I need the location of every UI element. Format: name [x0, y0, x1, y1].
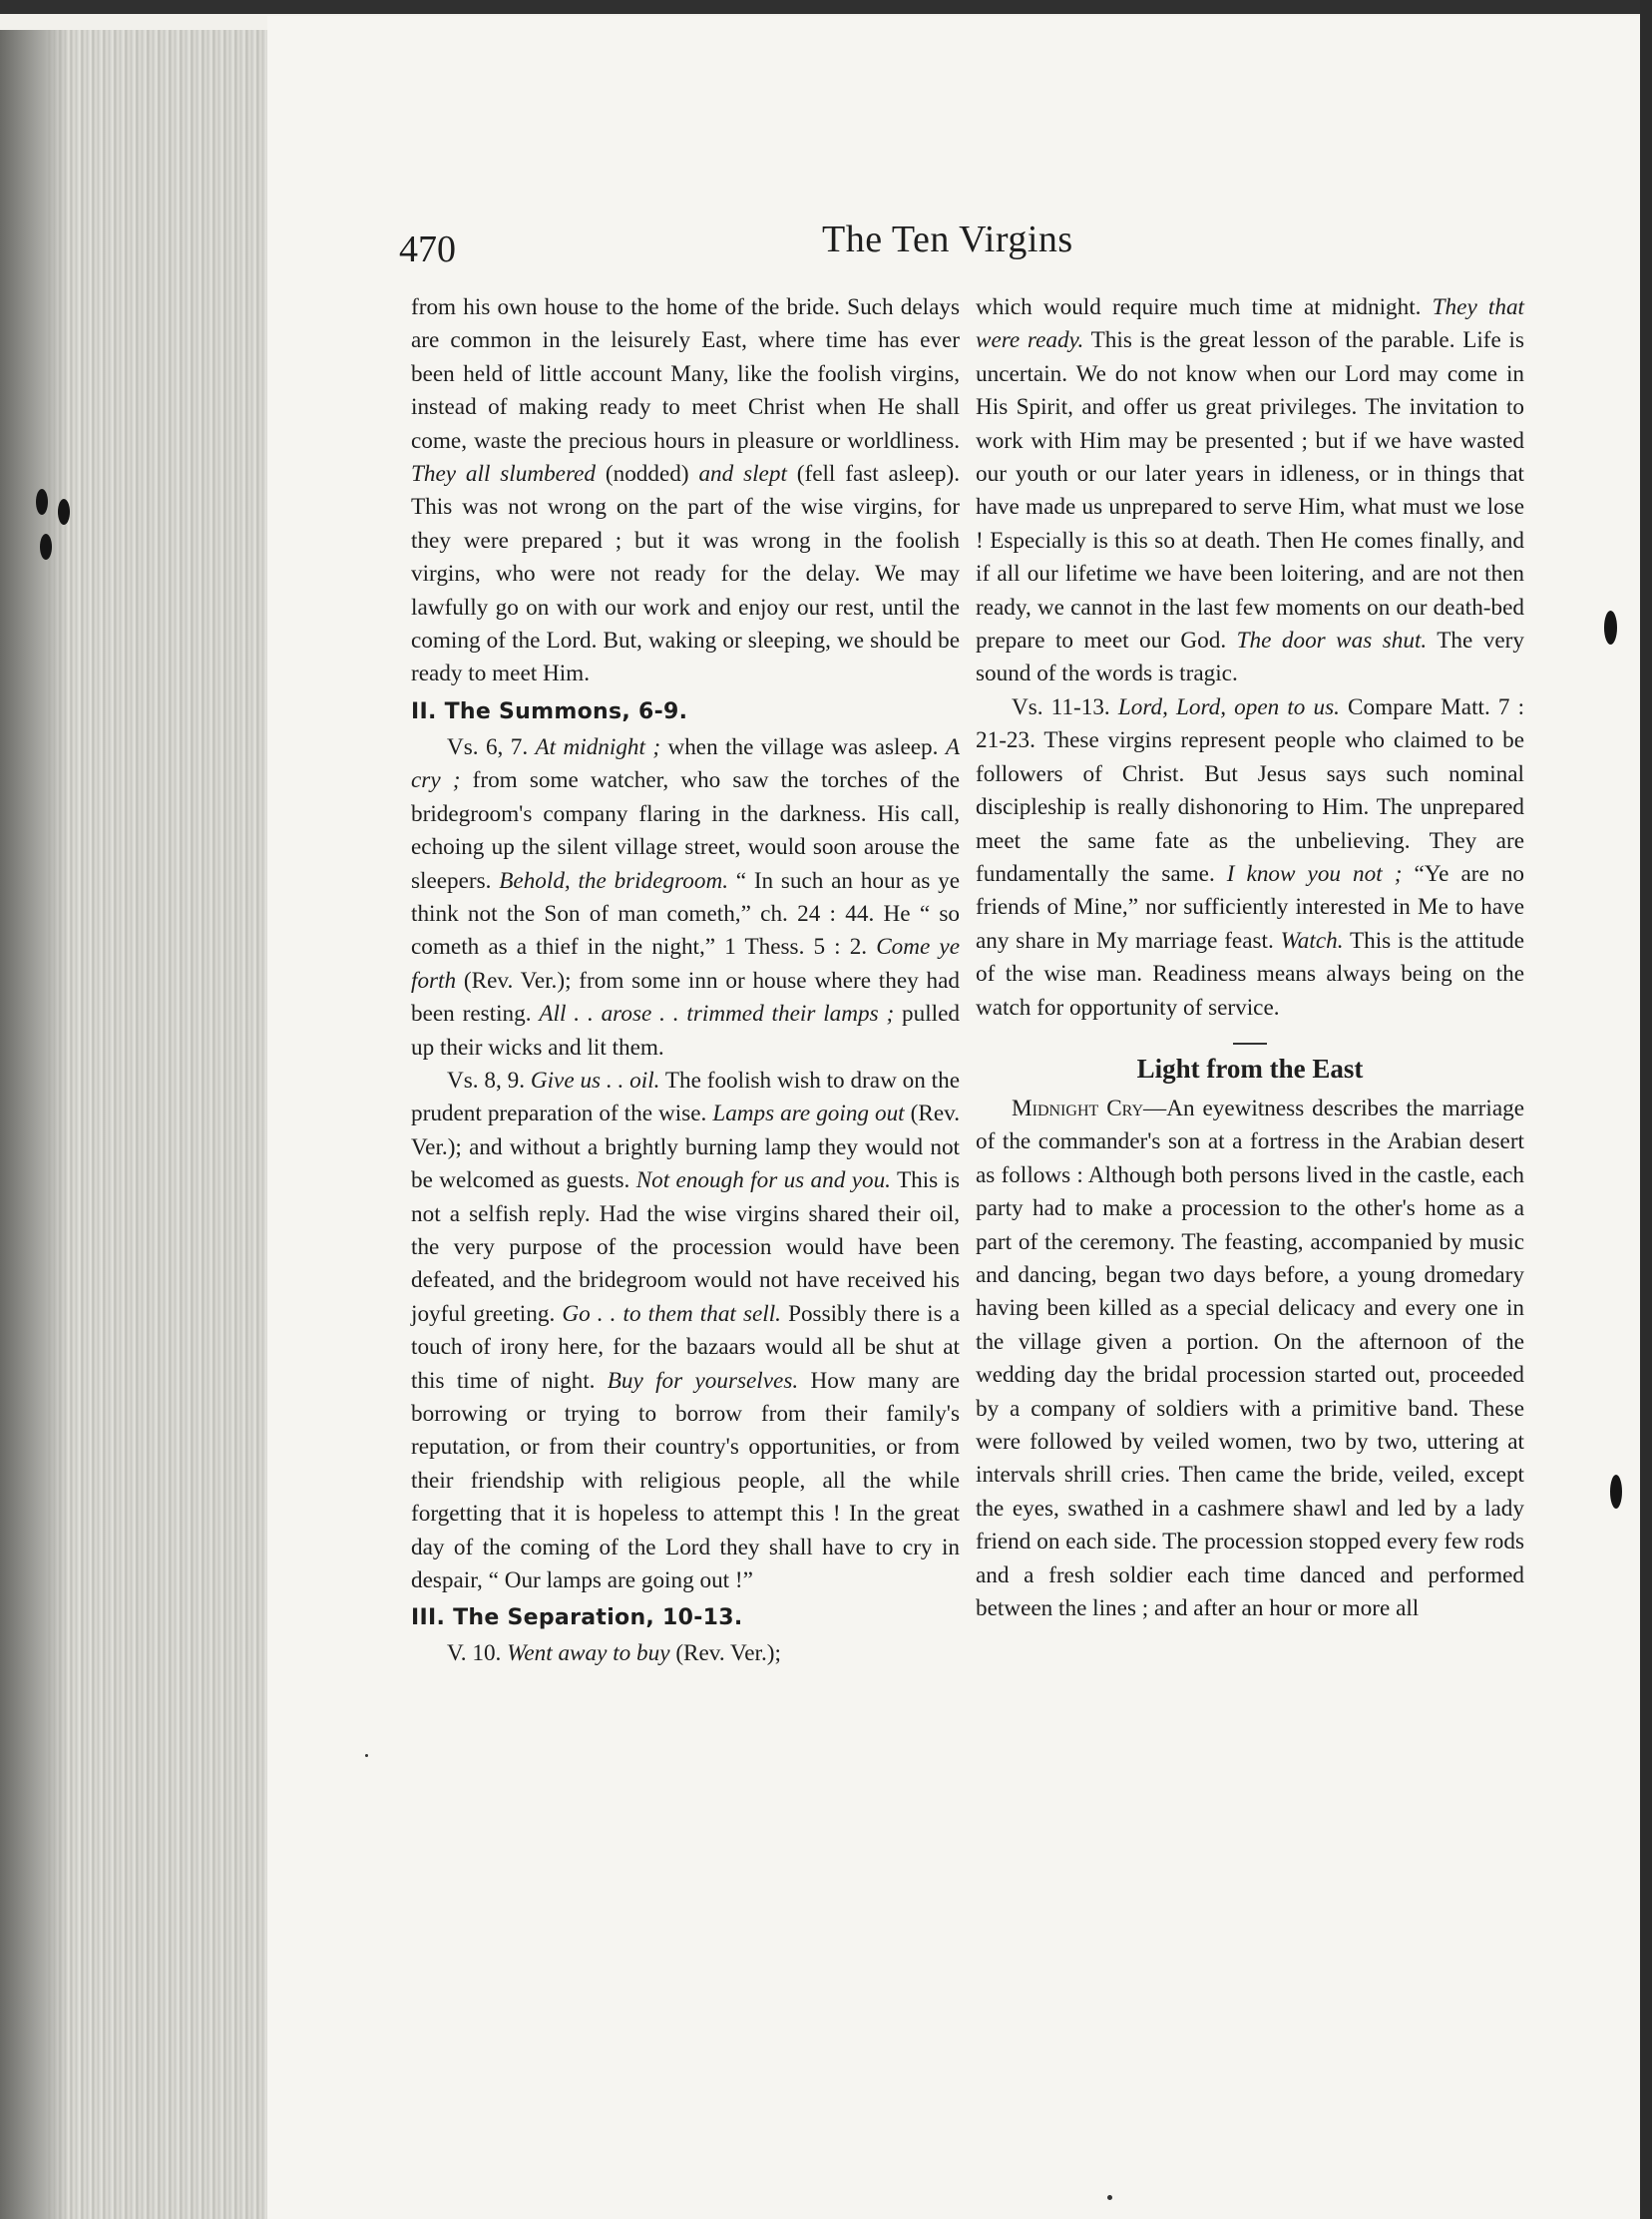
scan-right-border — [1640, 0, 1652, 2219]
section-heading-separation: III. The Separation, 10-13. — [411, 1605, 743, 1631]
binding-mark — [58, 499, 70, 525]
paragraph: Vs. 8, 9. Give us . . oil. The foolish wish to draw on the prudent preparation of the wise. Lamps are going out (Rev. Ver.); and without a brightly burning lamp they would not be welcomed as guests. Not enough for us and you. This is not a selfish reply. Had the wise virgins shared their oil, the very purpose of the procession would have been defeated, and the bridegroom would not have received his joyful greeting. Go . . to them that sell. Possibly there is a touch of irony here, for the bazaars would all be shut at this time of night. Buy for yourselves. How many are borrowing or trying to borrow from their family's reputation, or from their country's opportunities, or from their friendship with religious people, all the while forgetting that it is hopeless to attempt this ! In the great day of the coming of the Lord they shall have to cry in despair, “ Our lamps are going out !” — [411, 1067, 961, 1594]
paragraph: from his own house to the home of the bride. Such delays are common in the leisurely East, where time has ever been held of little account Many, like the foolish virgins, instead of making ready to meet Christ when He shall come, waste the precious hours in pleasure or worldliness. They all slumbered (nodded) and slept (fell fast asleep). This was not wrong on the part of the wise virgins, for they were prepared ; but it was wrong in the foolish virgins, who were not ready for the delay. We may lawfully go on with our work and enjoy our rest, until the coming of the Lord. But, waking or sleeping, we should be ready to meet Him. — [411, 294, 961, 687]
paragraph: Vs. 6, 7. At midnight ; when the village was asleep. A cry ; from some watcher, who saw the torches of the bridegroom's company flaring in the darkness. His call, echoing up the silent village street, would soon arouse the sleepers. Behold, the bridegroom. “ In such an hour as ye think not the Son of man cometh,” ch. 24 : 44. He “ so cometh as a thief in the night,” 1 Thess. 5 : 2. Come ye forth (Rev. Ver.); from some inn or house where they had been resting. All . . arose . . trimmed their lamps ; pulled up their wicks and lit them. — [411, 733, 961, 1061]
paragraph: V. 10. Went away to buy (Rev. Ver.); — [447, 1640, 781, 1667]
paragraph: Midnight Cry—An eyewitness describes the marriage of the commander's son at a fortress in the Arabian desert as follows : Although both persons lived in the castle, each party had to make a procession to the other's home as a part of the ceremony. The feasting, accompanied by music and dancing, began two days before, a young dromedary having been killed as a special delicacy and every one in the village given a portion. On the afternoon of the wedding day the bridal procession started out, proceeded by a company of soldiers with a primitive band. These were followed by veiled women, two by two, uttering at intervals shrill cries. Then came the bride, veiled, except the eyes, swathed in a cashmere shawl and led by a lady friend on each side. The procession stopped every few rods and a fresh soldier each time danced and performed between the lines ; and after an hour or more all — [976, 1095, 1524, 1622]
paragraph: which would require much time at midnight. They that were ready. This is the great lesson of the parable. Life is uncertain. We do not know when our Lord may come in His Spirit, and offer us great privileges. The invitation to work with Him may be presented ; but if we have wasted our youth or our later years in idleness, or in things that have made us unprepared to serve Him, what must we lose ! Especially is this so at death. Then He comes finally, and if all our lifetime we have been loitering, and are not then ready, we cannot in the last few moments on our death-bed prepare to meet our God. The door was shut. The very sound of the words is tragic. — [976, 294, 1524, 687]
left-column — [411, 291, 960, 1671]
running-title: The Ten Virgins — [822, 219, 1073, 260]
specks — [365, 1754, 368, 1757]
right-column — [976, 291, 1524, 1625]
page-number: 470 — [399, 228, 456, 270]
specks — [1107, 2195, 1112, 2200]
binding-mark — [36, 489, 48, 515]
scan-top-border — [0, 0, 1652, 14]
book-spine-shadow — [0, 30, 70, 2219]
section-heading-summons: II. The Summons, 6-9. — [411, 698, 688, 724]
running-header — [399, 218, 1546, 277]
section-title-light-from-the-east: Light from the East — [1136, 1053, 1364, 1084]
punch-hole-mark — [1604, 611, 1617, 645]
binding-mark — [40, 534, 52, 560]
paragraph: Vs. 11-13. Lord, Lord, open to us. Compare Matt. 7 : 21-23. These virgins represent people who claimed to be followers of Christ. But Jesus says such nominal discipleship is really dishonoring to Him. The unprepared meet the same fate as the unbelieving. They are fundamentally the same. I know you not ; “Ye are no friends of Mine,” nor sufficiently interested in Me to have any share in My marriage feast. Watch. This is the attitude of the wise man. Readiness means always being on the watch for opportunity of service. — [976, 693, 1525, 1021]
lead-in: Midnight Cry — [1012, 1095, 1144, 1121]
punch-hole-mark — [1610, 1475, 1622, 1509]
section-divider — [1233, 1043, 1267, 1045]
